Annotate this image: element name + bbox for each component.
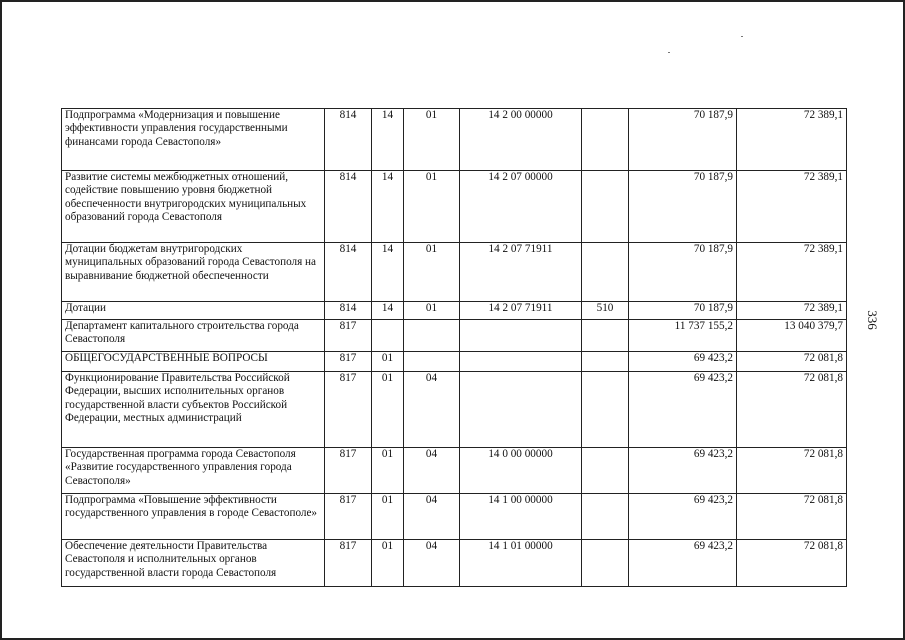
row-ved-code: 814	[325, 243, 372, 302]
row-target-article: 14 1 00 00000	[460, 494, 582, 540]
row-subsection-code: 04	[404, 494, 460, 540]
row-expense-type	[582, 372, 629, 448]
table-row	[62, 302, 847, 320]
row-section-code: 01	[372, 448, 404, 494]
row-section-code: 01	[372, 352, 404, 372]
row-section-code: 01	[372, 494, 404, 540]
table-row	[62, 372, 847, 448]
page-number: 336	[864, 310, 880, 330]
row-subsection-code	[404, 320, 460, 352]
row-section-code: 14	[372, 243, 404, 302]
row-target-article: 14 2 07 71911	[460, 302, 582, 320]
row-target-article	[460, 372, 582, 448]
row-sum-year2: 72 081,8	[737, 494, 847, 540]
row-expense-type	[582, 109, 629, 171]
table-row	[62, 494, 847, 540]
row-ved-code: 817	[325, 540, 372, 587]
row-name: Дотации	[62, 302, 325, 320]
row-section-code: 01	[372, 372, 404, 448]
row-expense-type	[582, 171, 629, 243]
row-subsection-code: 04	[404, 540, 460, 587]
row-target-article: 14 1 01 00000	[460, 540, 582, 587]
row-name: Функционирование Правительства Российской Федерации, высших исполнительных органов государственной власти субъектов Российской Федерации, местных администраций	[62, 372, 325, 448]
row-expense-type	[582, 494, 629, 540]
row-subsection-code: 01	[404, 171, 460, 243]
row-expense-type	[582, 448, 629, 494]
row-sum-year1: 70 187,9	[629, 243, 737, 302]
table-row	[62, 109, 847, 171]
row-name: ОБЩЕГОСУДАРСТВЕННЫЕ ВОПРОСЫ	[62, 352, 325, 372]
row-name: Дотации бюджетам внутригородских муниципальных образований города Севастополя на выравнивание бюджетной обеспеченности	[62, 243, 325, 302]
row-ved-code: 817	[325, 372, 372, 448]
row-sum-year2: 72 081,8	[737, 352, 847, 372]
row-sum-year1: 11 737 155,2	[629, 320, 737, 352]
row-subsection-code: 04	[404, 372, 460, 448]
row-sum-year2: 72 389,1	[737, 243, 847, 302]
row-target-article: 14 0 00 00000	[460, 448, 582, 494]
row-expense-type	[582, 320, 629, 352]
row-expense-type	[582, 243, 629, 302]
budget-table	[61, 108, 847, 587]
row-sum-year2: 72 389,1	[737, 302, 847, 320]
row-sum-year1: 70 187,9	[629, 109, 737, 171]
row-section-code: 14	[372, 171, 404, 243]
table-row	[62, 320, 847, 352]
row-section-code: 01	[372, 540, 404, 587]
scan-speck	[668, 52, 670, 53]
row-ved-code: 817	[325, 448, 372, 494]
row-sum-year1: 69 423,2	[629, 372, 737, 448]
row-name: Обеспечение деятельности Правительства Севастополя и исполнительных органов государственной власти города Севастополя	[62, 540, 325, 587]
row-section-code: 14	[372, 302, 404, 320]
row-sum-year1: 69 423,2	[629, 352, 737, 372]
row-sum-year2: 72 389,1	[737, 171, 847, 243]
row-subsection-code: 01	[404, 302, 460, 320]
row-ved-code: 817	[325, 320, 372, 352]
row-subsection-code: 01	[404, 109, 460, 171]
row-subsection-code: 01	[404, 243, 460, 302]
row-sum-year2: 13 040 379,7	[737, 320, 847, 352]
row-ved-code: 817	[325, 352, 372, 372]
table-row	[62, 540, 847, 587]
row-sum-year2: 72 081,8	[737, 540, 847, 587]
row-ved-code: 817	[325, 494, 372, 540]
table-row	[62, 352, 847, 372]
row-sum-year2: 72 081,8	[737, 372, 847, 448]
row-target-article: 14 2 00 00000	[460, 109, 582, 171]
row-ved-code: 814	[325, 109, 372, 171]
row-sum-year1: 70 187,9	[629, 171, 737, 243]
row-name: Департамент капитального строительства города Севастополя	[62, 320, 325, 352]
row-sum-year1: 69 423,2	[629, 448, 737, 494]
scan-speck	[741, 36, 743, 37]
table-row	[62, 171, 847, 243]
row-sum-year2: 72 389,1	[737, 109, 847, 171]
row-name: Государственная программа города Севастополя «Развитие государственного управления города Севастополя»	[62, 448, 325, 494]
row-sum-year2: 72 081,8	[737, 448, 847, 494]
row-name: Подпрограмма «Модернизация и повышение эффективности управления государственными финансами города Севастополя»	[62, 109, 325, 171]
row-section-code: 14	[372, 109, 404, 171]
row-target-article: 14 2 07 00000	[460, 171, 582, 243]
row-expense-type: 510	[582, 302, 629, 320]
row-expense-type	[582, 352, 629, 372]
row-ved-code: 814	[325, 171, 372, 243]
row-name: Подпрограмма «Повышение эффективности государственного управления в городе Севастополе»	[62, 494, 325, 540]
row-sum-year1: 69 423,2	[629, 494, 737, 540]
row-target-article: 14 2 07 71911	[460, 243, 582, 302]
row-sum-year1: 69 423,2	[629, 540, 737, 587]
row-subsection-code: 04	[404, 448, 460, 494]
table-row	[62, 243, 847, 302]
row-target-article	[460, 320, 582, 352]
row-expense-type	[582, 540, 629, 587]
row-name: Развитие системы межбюджетных отношений, содействие повышению уровня бюджетной обеспеченности внутригородских муниципальных образований города Севастополя	[62, 171, 325, 243]
table-row	[62, 448, 847, 494]
row-ved-code: 814	[325, 302, 372, 320]
row-section-code	[372, 320, 404, 352]
row-sum-year1: 70 187,9	[629, 302, 737, 320]
row-target-article	[460, 352, 582, 372]
row-subsection-code	[404, 352, 460, 372]
